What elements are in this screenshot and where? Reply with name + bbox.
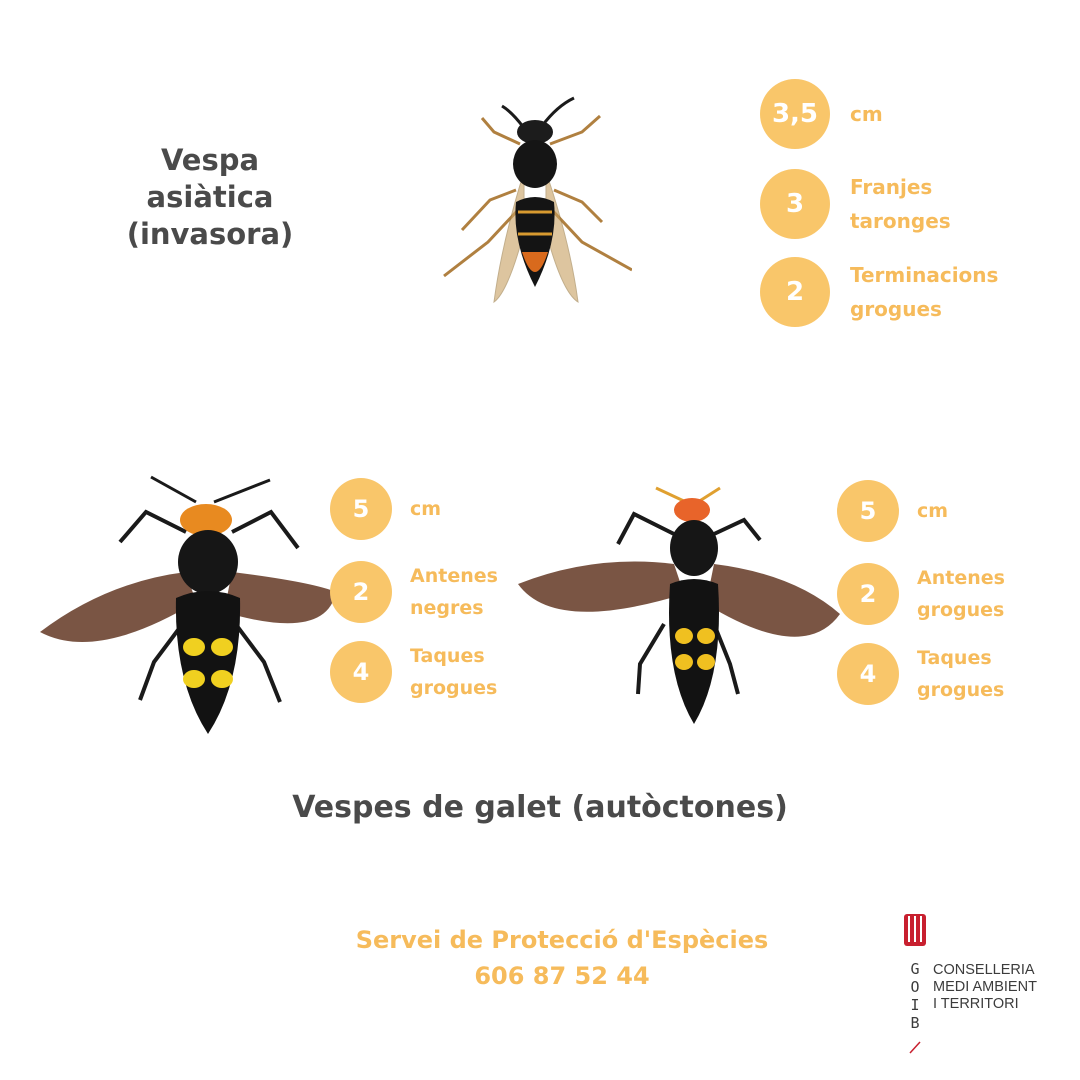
logo-line: CONSELLERIA [933,962,1035,978]
logo-letter: I [910,996,920,1014]
logo-line: MEDI AMBIENT [933,979,1037,995]
logo-line: I TERRITORI [933,996,1019,1012]
stat-label: Terminacions [850,263,999,287]
stat-label: negres [410,597,484,619]
stat-label: cm [917,500,949,522]
logo-letter: B [910,1014,920,1032]
asian-hornet-title [110,142,310,253]
stat-circle: 3,5 [760,79,830,149]
galet-right-stat-spots [837,642,1004,706]
asian-stat-terminations [760,257,998,327]
stat-label: grogues [917,599,1005,621]
stat-circle: 5 [330,478,392,540]
goib-letters [908,960,922,1032]
phone-number[interactable]: 606 87 52 44 [474,962,650,990]
stat-label: Antenes [410,565,498,587]
stat-label: grogues [850,297,942,321]
stat-circle: 4 [837,643,899,705]
stat-label: Taques [410,645,485,667]
stat-circle: 2 [330,561,392,623]
stat-label: Antenes [917,567,1005,589]
scolia-wasp-black-antennae-image [36,472,336,742]
asian-hornet-image [432,92,632,312]
galet-left-stat-antennae [330,560,498,624]
slash-mark-icon [908,1040,922,1054]
galet-left-stat-spots [330,640,497,704]
stat-circle: 3 [760,169,830,239]
galet-right-stat-antennae [837,562,1005,626]
asian-title-line-2: asiàtica [146,180,274,214]
asian-title-line-1: Vespa [160,143,260,177]
stat-label: cm [850,102,883,126]
native-wasps-title: Vespes de galet (autòctones) [292,790,788,825]
stat-label: Taques [917,647,992,669]
stat-label: grogues [410,677,498,699]
galet-right-stat-size [837,480,948,542]
stat-circle: 2 [837,563,899,625]
asian-title-line-3: (invasora) [126,217,294,251]
logo-letter: G [910,960,920,978]
asian-stat-size [760,79,883,149]
stat-label: taronges [850,209,951,233]
stat-circle: 2 [760,257,830,327]
stat-label: cm [410,498,442,520]
stat-circle: 5 [837,480,899,542]
conselleria-name [933,962,1037,1013]
service-name: Servei de Protecció d'Espècies [355,926,769,954]
asian-stat-stripes [760,169,951,239]
stat-label: Franjes [850,175,933,199]
stat-circle: 4 [330,641,392,703]
goib-logo [900,912,1070,1062]
galet-left-stat-size [330,478,441,540]
logo-letter: O [910,978,920,996]
stat-label: grogues [917,679,1005,701]
coat-of-arms-icon [904,914,926,946]
scolia-wasp-yellow-antennae-image [514,484,844,734]
